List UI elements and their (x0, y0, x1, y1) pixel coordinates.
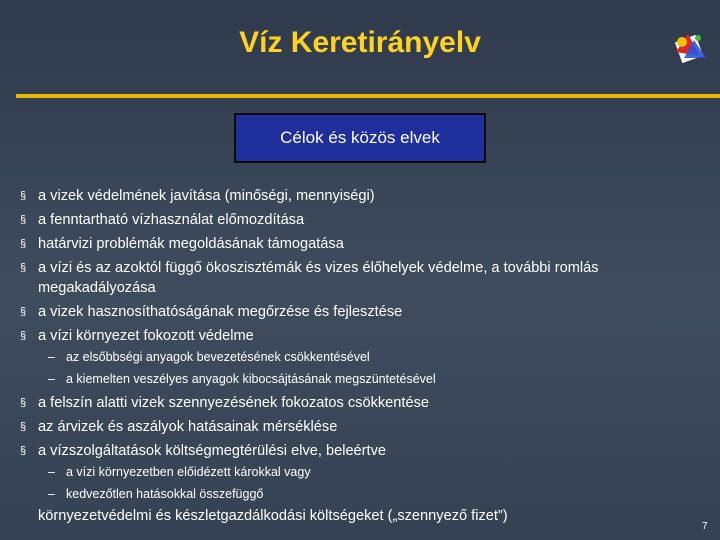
logo-icon (670, 28, 710, 68)
bullet-icon: § (20, 262, 27, 274)
sub-list-item: – a vízi környezetben előidézett károkkal vagy (48, 465, 311, 479)
dash-icon: – (48, 487, 55, 501)
bullet-icon: § (20, 397, 27, 409)
bullet-icon: § (20, 238, 27, 250)
list-item: § határvizi problémák megoldásának támogatása (20, 236, 344, 252)
slide-title: Víz Keretirányelv (239, 26, 481, 59)
list-item: § a fenntartható vízhasználat előmozdítása (20, 212, 305, 228)
goals-box-label: Célok és közös elvek (280, 128, 440, 147)
bullet-icon: § (20, 330, 27, 342)
bullet-icon: § (20, 214, 27, 226)
goals-box (234, 113, 486, 163)
list-item: § az árvizek és aszályok hatásainak mérséklése (20, 419, 338, 435)
bullet-icon: § (20, 421, 27, 433)
list-item: § a vízi és az azoktól függő ökoszisztémák és vizes élőhelyek védelme, a további romlás megakadályozása (20, 260, 599, 296)
bullet-icon: § (20, 445, 27, 457)
list-item: § a felszín alatti vizek szennyezésének fokozatos csökkentése (20, 395, 429, 411)
page-number: 7 (702, 521, 708, 532)
closing-text: környezetvédelmi és készletgazdálkodási költségeket („szennyező fizet”) (38, 508, 508, 524)
title-divider (16, 94, 720, 98)
list-item: § a vizek hasznosíthatóságának megőrzése és fejlesztése (20, 304, 403, 320)
bullet-icon: § (20, 190, 27, 202)
list-item: § a vízi környezet fokozott védelme (20, 328, 254, 344)
bullet-icon: § (20, 306, 27, 318)
dash-icon: – (48, 372, 55, 386)
list-item: § a vizek védelmének javítása (minőségi, mennyiségi) (20, 188, 375, 204)
sub-list-item: – a kiemelten veszélyes anyagok kibocsájtásának megszüntetésével (48, 372, 436, 386)
sub-list-item: – kedvezőtlen hatásokkal összefüggő (48, 487, 264, 501)
sub-list-item: – az elsőbbségi anyagok bevezetésének csökkentésével (48, 350, 370, 364)
list-item: § a vízszolgáltatások költségmegtérülési elve, beleértve (20, 443, 386, 459)
dash-icon: – (48, 465, 55, 479)
dash-icon: – (48, 350, 55, 364)
